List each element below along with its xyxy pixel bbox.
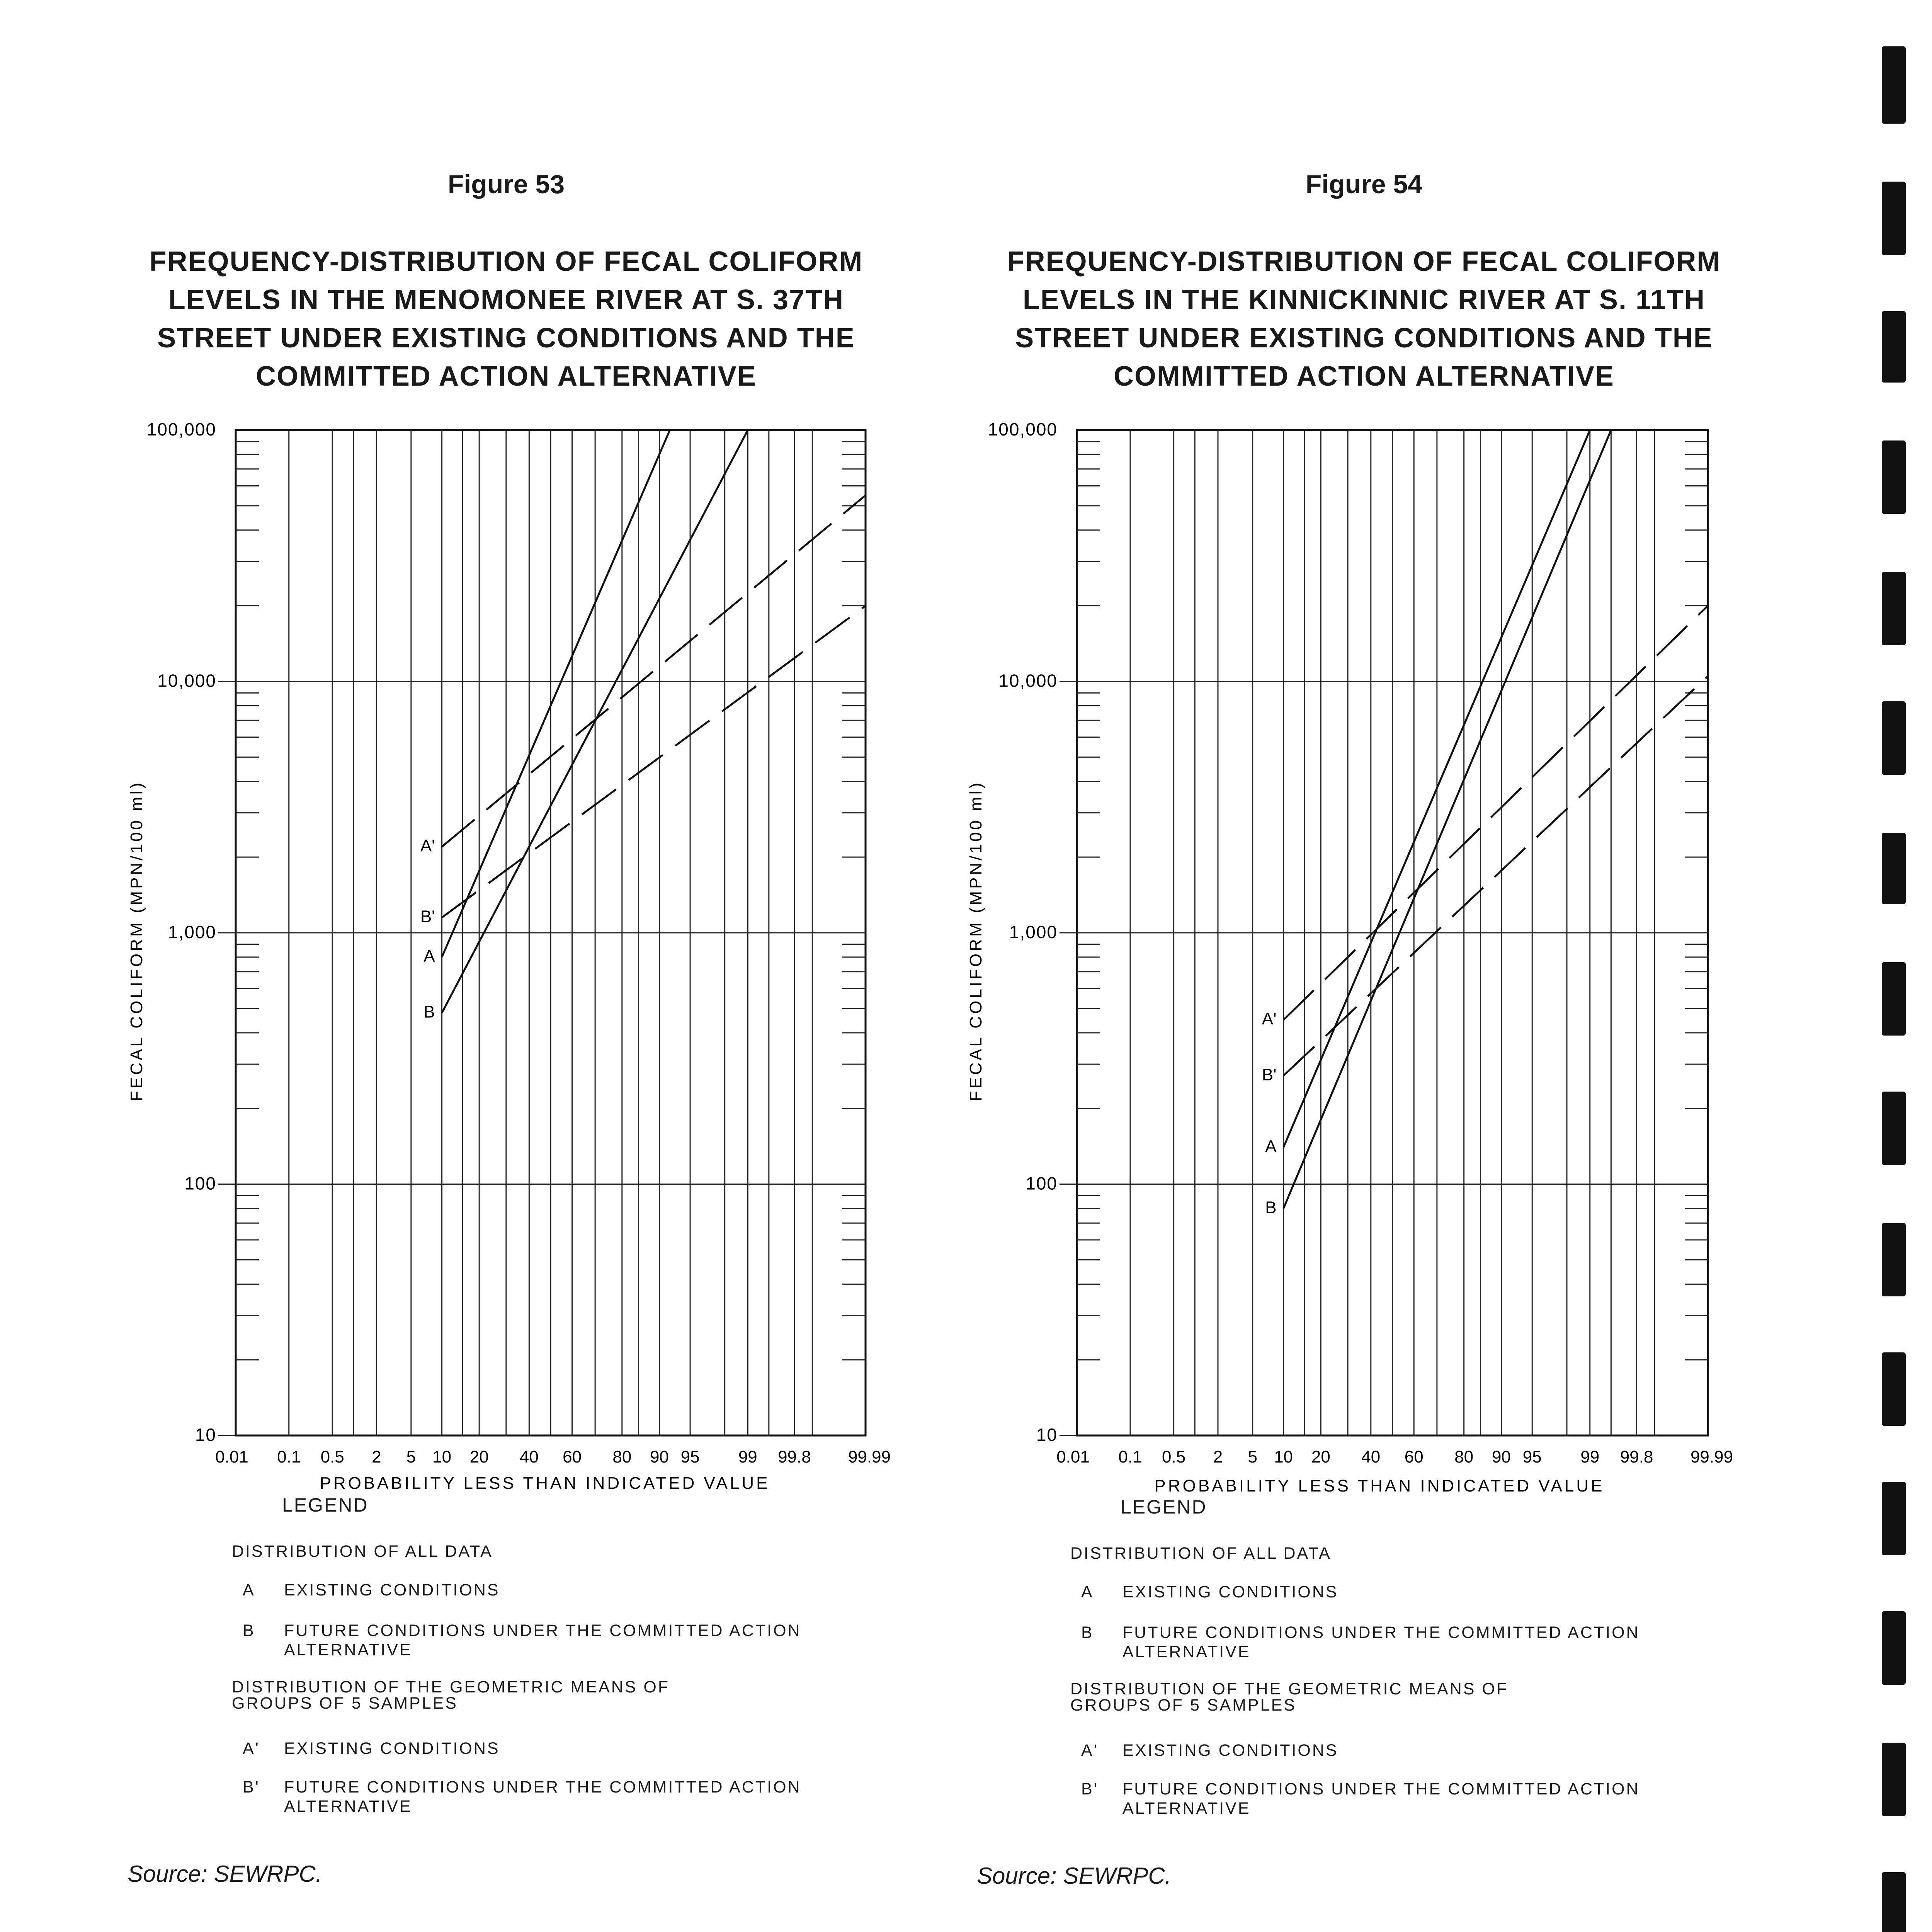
y-tick-label: 10 <box>1036 1425 1058 1445</box>
binding-mark <box>1882 1482 1906 1555</box>
y-tick-label: 10,000 <box>157 670 216 691</box>
y-axis-label: FECAL COLIFORM (MPN/100 ml) <box>127 780 146 1102</box>
figure-53-title: FREQUENCY-DISTRIBUTION OF FECAL COLIFORM LEVELS IN THE MENOMONEE RIVER AT S. 37TH STREET UNDER EXISTING CONDITIONS AND THE COMMITTED ACTION ALTERNATIVE <box>149 246 863 392</box>
binding-mark <box>1882 962 1906 1036</box>
legend-key-b: B <box>1081 1623 1094 1642</box>
binding-mark <box>1882 701 1906 775</box>
x-tick-label: 0.1 <box>1118 1447 1142 1466</box>
legend-key-a-prime: A' <box>1081 1741 1099 1760</box>
y-tick-label: 100 <box>184 1173 216 1194</box>
binding-mark <box>1882 311 1906 383</box>
source-figure-54: Source: SEWRPC. <box>977 1863 1172 1889</box>
x-tick-label: 40 <box>1361 1447 1381 1466</box>
y-tick-label: 100,000 <box>146 419 216 439</box>
x-tick-label: 0.01 <box>215 1447 248 1466</box>
figure-54-title: FREQUENCY-DISTRIBUTION OF FECAL COLIFORM LEVELS IN THE KINNICKINNIC RIVER AT S. 11TH STREET UNDER EXISTING CONDITIONS AND THE COMMITTED ACTION ALTERNATIVE <box>1007 246 1721 392</box>
binding-mark <box>1882 572 1906 645</box>
x-tick-label: 99 <box>738 1447 757 1466</box>
legend-text-a-prime: EXISTING CONDITIONS <box>284 1739 500 1758</box>
legend-key-b-prime: B' <box>243 1778 260 1796</box>
series-label-b: B <box>1265 1198 1277 1217</box>
legend-group-all-data: DISTRIBUTION OF ALL DATA <box>1070 1544 1332 1563</box>
legend-text-b: FUTURE CONDITIONS UNDER THE COMMITTED ACTION ALTERNATIVE <box>1122 1623 1640 1661</box>
x-tick-label: 60 <box>563 1447 582 1466</box>
binding-mark <box>1882 46 1906 124</box>
legend-group-geometric-means: DISTRIBUTION OF THE GEOMETRIC MEANS OF GROUPS OF 5 SAMPLES <box>1070 1680 1509 1714</box>
legend-key-a: A <box>1081 1583 1094 1601</box>
x-tick-label: 40 <box>519 1447 539 1466</box>
x-tick-label: 5 <box>406 1447 416 1466</box>
x-tick-label: 5 <box>1248 1447 1257 1466</box>
binding-mark <box>1882 1223 1906 1296</box>
series-line-b-prime <box>1284 676 1708 1076</box>
x-tick-label: 10 <box>432 1447 452 1466</box>
x-tick-label: 60 <box>1404 1447 1423 1466</box>
series-label-b-prime: B' <box>420 907 435 926</box>
legend-heading: LEGEND <box>282 1494 369 1516</box>
y-axis-label: FECAL COLIFORM (MPN/100 ml) <box>966 780 985 1102</box>
series-label-a: A <box>423 947 435 966</box>
y-tick-label: 100 <box>1026 1173 1058 1194</box>
x-tick-label: 80 <box>612 1447 632 1466</box>
legend-key-a-prime: A' <box>243 1739 260 1758</box>
x-tick-label: 99.8 <box>778 1447 811 1466</box>
x-tick-label: 20 <box>1311 1447 1330 1466</box>
binding-mark <box>1882 440 1906 514</box>
series-line-a-prime <box>1284 606 1708 1020</box>
figure-54-label: Figure 54 <box>1305 170 1423 199</box>
x-tick-label: 0.01 <box>1056 1447 1090 1466</box>
legend-figure-53 <box>232 1495 889 1832</box>
binding-mark <box>1882 1092 1906 1165</box>
legend-key-a: A <box>243 1581 255 1599</box>
legend-text-a-prime: EXISTING CONDITIONS <box>1122 1741 1338 1760</box>
x-tick-label: 80 <box>1454 1447 1474 1466</box>
x-axis-label: PROBABILITY LESS THAN INDICATED VALUE <box>320 1474 770 1493</box>
x-tick-label: 95 <box>1522 1447 1542 1466</box>
x-tick-label: 10 <box>1274 1447 1293 1466</box>
x-tick-label: 0.5 <box>320 1447 344 1466</box>
legend-text-b-prime: FUTURE CONDITIONS UNDER THE COMMITTED ACTION ALTERNATIVE <box>1122 1780 1640 1818</box>
legend-figure-54 <box>1070 1497 1727 1833</box>
legend-text-b-prime: FUTURE CONDITIONS UNDER THE COMMITTED ACTION ALTERNATIVE <box>284 1778 801 1816</box>
binding-mark <box>1882 1743 1906 1816</box>
x-tick-label: 99 <box>1580 1447 1600 1466</box>
series-label-a: A <box>1265 1137 1277 1156</box>
legend-text-b: FUTURE CONDITIONS UNDER THE COMMITTED ACTION ALTERNATIVE <box>284 1621 801 1659</box>
y-tick-label: 100,000 <box>988 419 1058 439</box>
y-tick-label: 1,000 <box>1009 922 1058 942</box>
legend-heading: LEGEND <box>1121 1496 1207 1518</box>
x-tick-label: 20 <box>469 1447 489 1466</box>
x-tick-label: 2 <box>372 1447 381 1466</box>
y-tick-label: 1,000 <box>168 922 216 942</box>
binding-mark <box>1882 1872 1906 1932</box>
x-axis-label: PROBABILITY LESS THAN INDICATED VALUE <box>1154 1476 1605 1495</box>
binding-mark <box>1882 1352 1906 1426</box>
binding-mark <box>1882 1611 1906 1685</box>
series-label-b-prime: B' <box>1262 1065 1277 1084</box>
x-tick-label: 99.99 <box>848 1447 891 1466</box>
legend-text-a: EXISTING CONDITIONS <box>1122 1583 1338 1601</box>
x-tick-label: 2 <box>1213 1447 1223 1466</box>
x-tick-label: 90 <box>1492 1447 1511 1466</box>
legend-text-a: EXISTING CONDITIONS <box>284 1581 500 1599</box>
x-tick-label: 99.8 <box>1620 1447 1653 1466</box>
y-tick-label: 10,000 <box>998 670 1058 691</box>
series-label-b: B <box>423 1002 435 1022</box>
x-tick-label: 95 <box>680 1447 700 1466</box>
x-tick-label: 99.99 <box>1690 1447 1733 1466</box>
series-label-a-prime: A' <box>420 836 435 855</box>
legend-key-b-prime: B' <box>1081 1780 1099 1798</box>
source-figure-53: Source: SEWRPC. <box>128 1861 322 1887</box>
x-tick-label: 0.1 <box>277 1447 301 1466</box>
figure-53-label: Figure 53 <box>447 170 565 199</box>
binding-mark <box>1882 833 1906 904</box>
series-label-a-prime: A' <box>1262 1009 1277 1029</box>
legend-group-geometric-means: DISTRIBUTION OF THE GEOMETRIC MEANS OF GROUPS OF 5 SAMPLES <box>232 1678 670 1713</box>
legend-group-all-data: DISTRIBUTION OF ALL DATA <box>232 1542 493 1561</box>
x-tick-label: 0.5 <box>1162 1447 1186 1466</box>
x-tick-label: 90 <box>650 1447 669 1466</box>
binding-mark <box>1882 182 1906 255</box>
legend-key-b: B <box>243 1621 255 1640</box>
y-tick-label: 10 <box>195 1425 216 1445</box>
series-line-b <box>1284 430 1611 1209</box>
